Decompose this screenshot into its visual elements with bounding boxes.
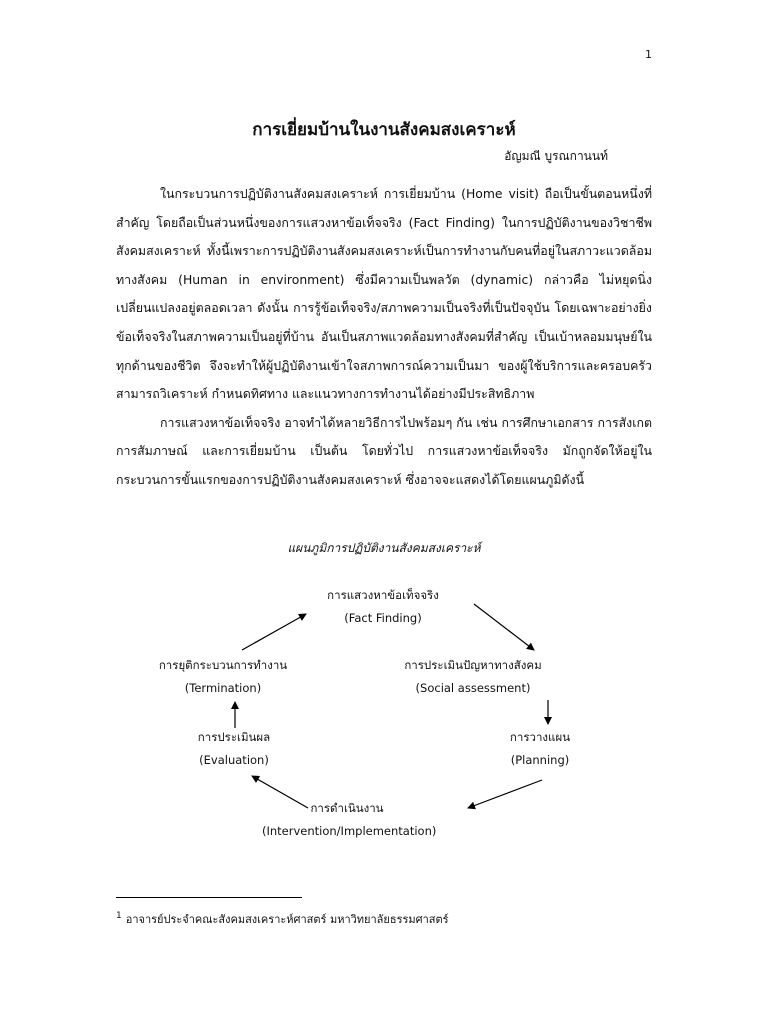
arrow-termination-to-fact — [242, 614, 306, 650]
body-text — [116, 180, 652, 495]
node-social-assessment-en: (Social assessment) — [415, 681, 531, 695]
author-name: อัญมณี บูรณกานนท์ — [504, 149, 608, 163]
node-planning-th: การวางแผน — [509, 730, 571, 744]
paragraph-1: ในกระบวนการปฏิบัติงานสังคมสงเคราะห์ การเยี่ยมบ้าน (Home visit) ถือเป็นขั้นตอนหนึ่งที่สำคัญ โดยถือเป็นส่วนหนึ่งของการแสวงหาข้อเท็จจริง (Fact Finding) ในการปฏิบัติงานของวิชาชีพสังคมสงเคราะห์ ทั้งนี้เพราะการปฏิบัติงานสังคมสงเคราะห์เป็นการทำงานกับคนที่อยู่ในสภาวะแวดล้อมทางสังคม (Human in environment) ซึ่งมีความเป็นพลวัต (dynamic) กล่าวคือ ไม่หยุดนิ่ง เปลี่ยนแปลงอยู่ตลอดเวลา ดังนั้น การรู้ข้อเท็จจริง/สภาพความเป็นจริงที่เป็นปัจจุบัน โดยเฉพาะอย่างยิ่งข้อเท็จจริงในสภาพความเป็นอยู่ที่บ้าน อันเป็นสภาพแวดล้อมทางสังคมที่สำคัญ เป็นเบ้าหลอมมนุษย์ในทุกด้านของชีวิต จึงจะทำให้ผู้ปฏิบัติงานเข้าใจสภาพการณ์ความเป็นมา ของผู้ใช้บริการและครอบครัว สามารถวิเคราะห์ กำหนดทิศทาง และแนวทางการทำงานได้อย่างมีประสิทธิภาพ — [116, 186, 652, 402]
footnote-divider — [116, 897, 302, 898]
node-termination — [148, 654, 298, 700]
node-fact-finding-th: การแสวงหาข้อเท็จจริง — [327, 588, 439, 602]
node-evaluation-th: การประเมินผล — [197, 730, 271, 744]
node-fact-finding — [318, 584, 448, 630]
node-social-assessment-th: การประเมินปัญหาทางสังคม — [404, 658, 542, 672]
document-title: การเยี่ยมบ้านในงานสังคมสงเคราะห์ — [252, 120, 516, 140]
footnote — [116, 910, 449, 928]
node-evaluation — [184, 726, 284, 772]
footnote-text: อาจารย์ประจำคณะสังคมสงเคราะห์ศาสตร์ มหาวิทยาลัยธรรมศาสตร์ — [125, 913, 449, 926]
node-termination-en: (Termination) — [184, 681, 262, 695]
node-evaluation-en: (Evaluation) — [199, 753, 269, 767]
node-intervention-en: (Intervention/Implementation) — [262, 824, 437, 838]
node-termination-th: การยุติกระบวนการทำงาน — [158, 658, 288, 672]
page-number: 1 — [645, 48, 652, 61]
node-planning — [498, 726, 582, 772]
node-fact-finding-en: (Fact Finding) — [344, 611, 422, 625]
node-social-assessment — [398, 654, 548, 700]
node-intervention — [262, 797, 437, 843]
node-planning-en: (Planning) — [510, 753, 570, 767]
arrow-planning-to-intervention — [468, 780, 542, 808]
paragraph-2: การแสวงหาข้อเท็จจริง อาจทำได้หลายวิธีการไปพร้อมๆ กัน เช่น การศึกษาเอกสาร การสังเกต การสัมภาษณ์ และการเยี่ยมบ้าน เป็นต้น โดยทั่วไป การแสวงหาข้อเท็จจริง มักถูกจัดให้อยู่ในกระบวนการขั้นแรกของการปฏิบัติงานสังคมสงเคราะห์ ซึ่งอาจจะแสดงได้โดยแผนภูมิดังนี้ — [116, 414, 652, 487]
node-intervention-th: การดำเนินงาน — [310, 801, 384, 815]
diagram-title: แผนภูมิการปฏิบัติงานสังคมสงเคราะห์ — [287, 541, 481, 555]
footnote-marker: 1 — [116, 911, 122, 922]
arrow-fact-to-assessment — [474, 604, 534, 650]
